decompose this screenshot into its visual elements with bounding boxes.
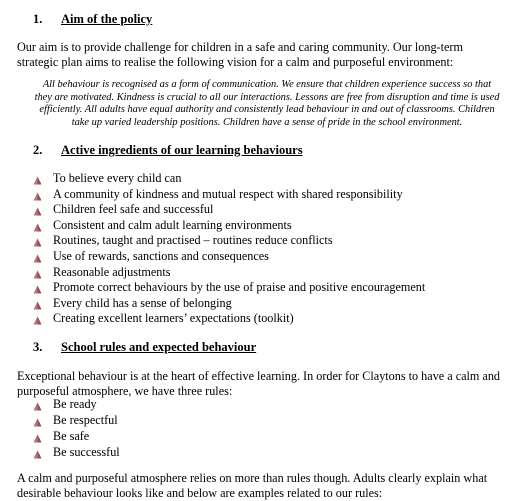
triangle-bullet-icon	[33, 236, 42, 245]
list-item-text: Every child has a sense of belonging	[53, 295, 232, 310]
list-item	[33, 187, 513, 203]
list-item	[33, 311, 513, 327]
section-number: 1.	[33, 12, 43, 26]
list-item-text: Use of rewards, sanctions and consequences	[53, 248, 269, 263]
list-item	[33, 265, 513, 281]
triangle-bullet-icon	[33, 252, 42, 261]
section-title: School rules and expected behaviour	[61, 340, 257, 354]
list-item-text: Be respectful	[53, 413, 118, 427]
list-item-text: Be successful	[53, 445, 120, 459]
triangle-bullet-icon	[33, 431, 42, 440]
triangle-bullet-icon	[33, 190, 42, 199]
list-item	[33, 428, 513, 444]
list-item	[33, 249, 513, 265]
list-item-text: Reasonable adjustments	[53, 264, 171, 279]
list-item	[33, 444, 513, 460]
triangle-bullet-icon	[33, 399, 42, 408]
triangle-bullet-icon	[33, 314, 42, 323]
vision-statement	[18, 79, 516, 129]
closing-paragraph	[17, 471, 517, 501]
section-title: Active ingredients of our learning behaviours	[61, 143, 303, 157]
triangle-bullet-icon	[33, 268, 42, 277]
rules-intro-line: purposeful atmosphere, we have three rules:	[17, 384, 233, 398]
list-item-text: Consistent and calm adult learning environments	[53, 217, 292, 232]
rules-list	[33, 396, 513, 460]
aim-paragraph	[17, 40, 517, 70]
list-item	[33, 202, 513, 218]
list-item	[33, 171, 513, 187]
list-item	[33, 396, 513, 412]
list-item	[33, 233, 513, 249]
section-title: Aim of the policy	[61, 12, 153, 26]
triangle-bullet-icon	[33, 415, 42, 424]
list-item-text: Creating excellent learners’ expectations (toolkit)	[53, 311, 294, 326]
vision-line: they are motivated. Kindness is crucial to all our interactions. Lessons are free from disruption and time is used	[34, 91, 500, 103]
vision-line: take up varied leadership positions. Children have a sense of pride in the school environment.	[71, 116, 463, 128]
closing-line: A calm and purposeful atmosphere relies on more than rules though. Adults clearly explain what	[17, 471, 488, 485]
triangle-bullet-icon	[33, 283, 42, 292]
aim-line: strategic plan aims to realise the following vision for a calm and purposeful environment:	[17, 55, 454, 69]
triangle-bullet-icon	[33, 174, 42, 183]
closing-line: desirable behaviour looks like and below are examples related to our rules:	[17, 486, 383, 500]
triangle-bullet-icon	[33, 299, 42, 308]
list-item-text: Be safe	[53, 429, 90, 443]
list-item-text: To believe every child can	[53, 171, 182, 185]
vision-line: All behaviour is recognised as a form of communication. We ensure that children experience success so that	[42, 79, 492, 90]
list-item	[33, 296, 513, 312]
section-number: 2.	[33, 143, 43, 157]
list-item-text: Promote correct behaviours by the use of praise and positive encouragement	[53, 280, 426, 295]
triangle-bullet-icon	[33, 221, 42, 230]
list-item-text: Children feel safe and successful	[53, 202, 214, 217]
list-item	[33, 280, 513, 296]
aim-line: Our aim is to provide challenge for children in a safe and caring community. Our long-term	[17, 40, 463, 54]
vision-line: efficiently. All adults have equal authority and consistently lead behaviour in and out of classrooms. Children	[39, 104, 495, 115]
triangle-bullet-icon	[33, 447, 42, 456]
list-item-text: Be ready	[53, 397, 97, 411]
rules-intro-line: Exceptional behaviour is at the heart of effective learning. In order for Claytons to have a calm and	[17, 369, 501, 383]
rules-intro-paragraph	[17, 369, 517, 399]
list-item-text: A community of kindness and mutual respect with shared responsibility	[53, 186, 403, 201]
ingredients-list	[33, 171, 513, 327]
list-item	[33, 218, 513, 234]
list-item	[33, 412, 513, 428]
triangle-bullet-icon	[33, 205, 42, 214]
section-number: 3.	[33, 340, 43, 354]
list-item-text: Routines, taught and practised – routines reduce conflicts	[53, 233, 333, 248]
